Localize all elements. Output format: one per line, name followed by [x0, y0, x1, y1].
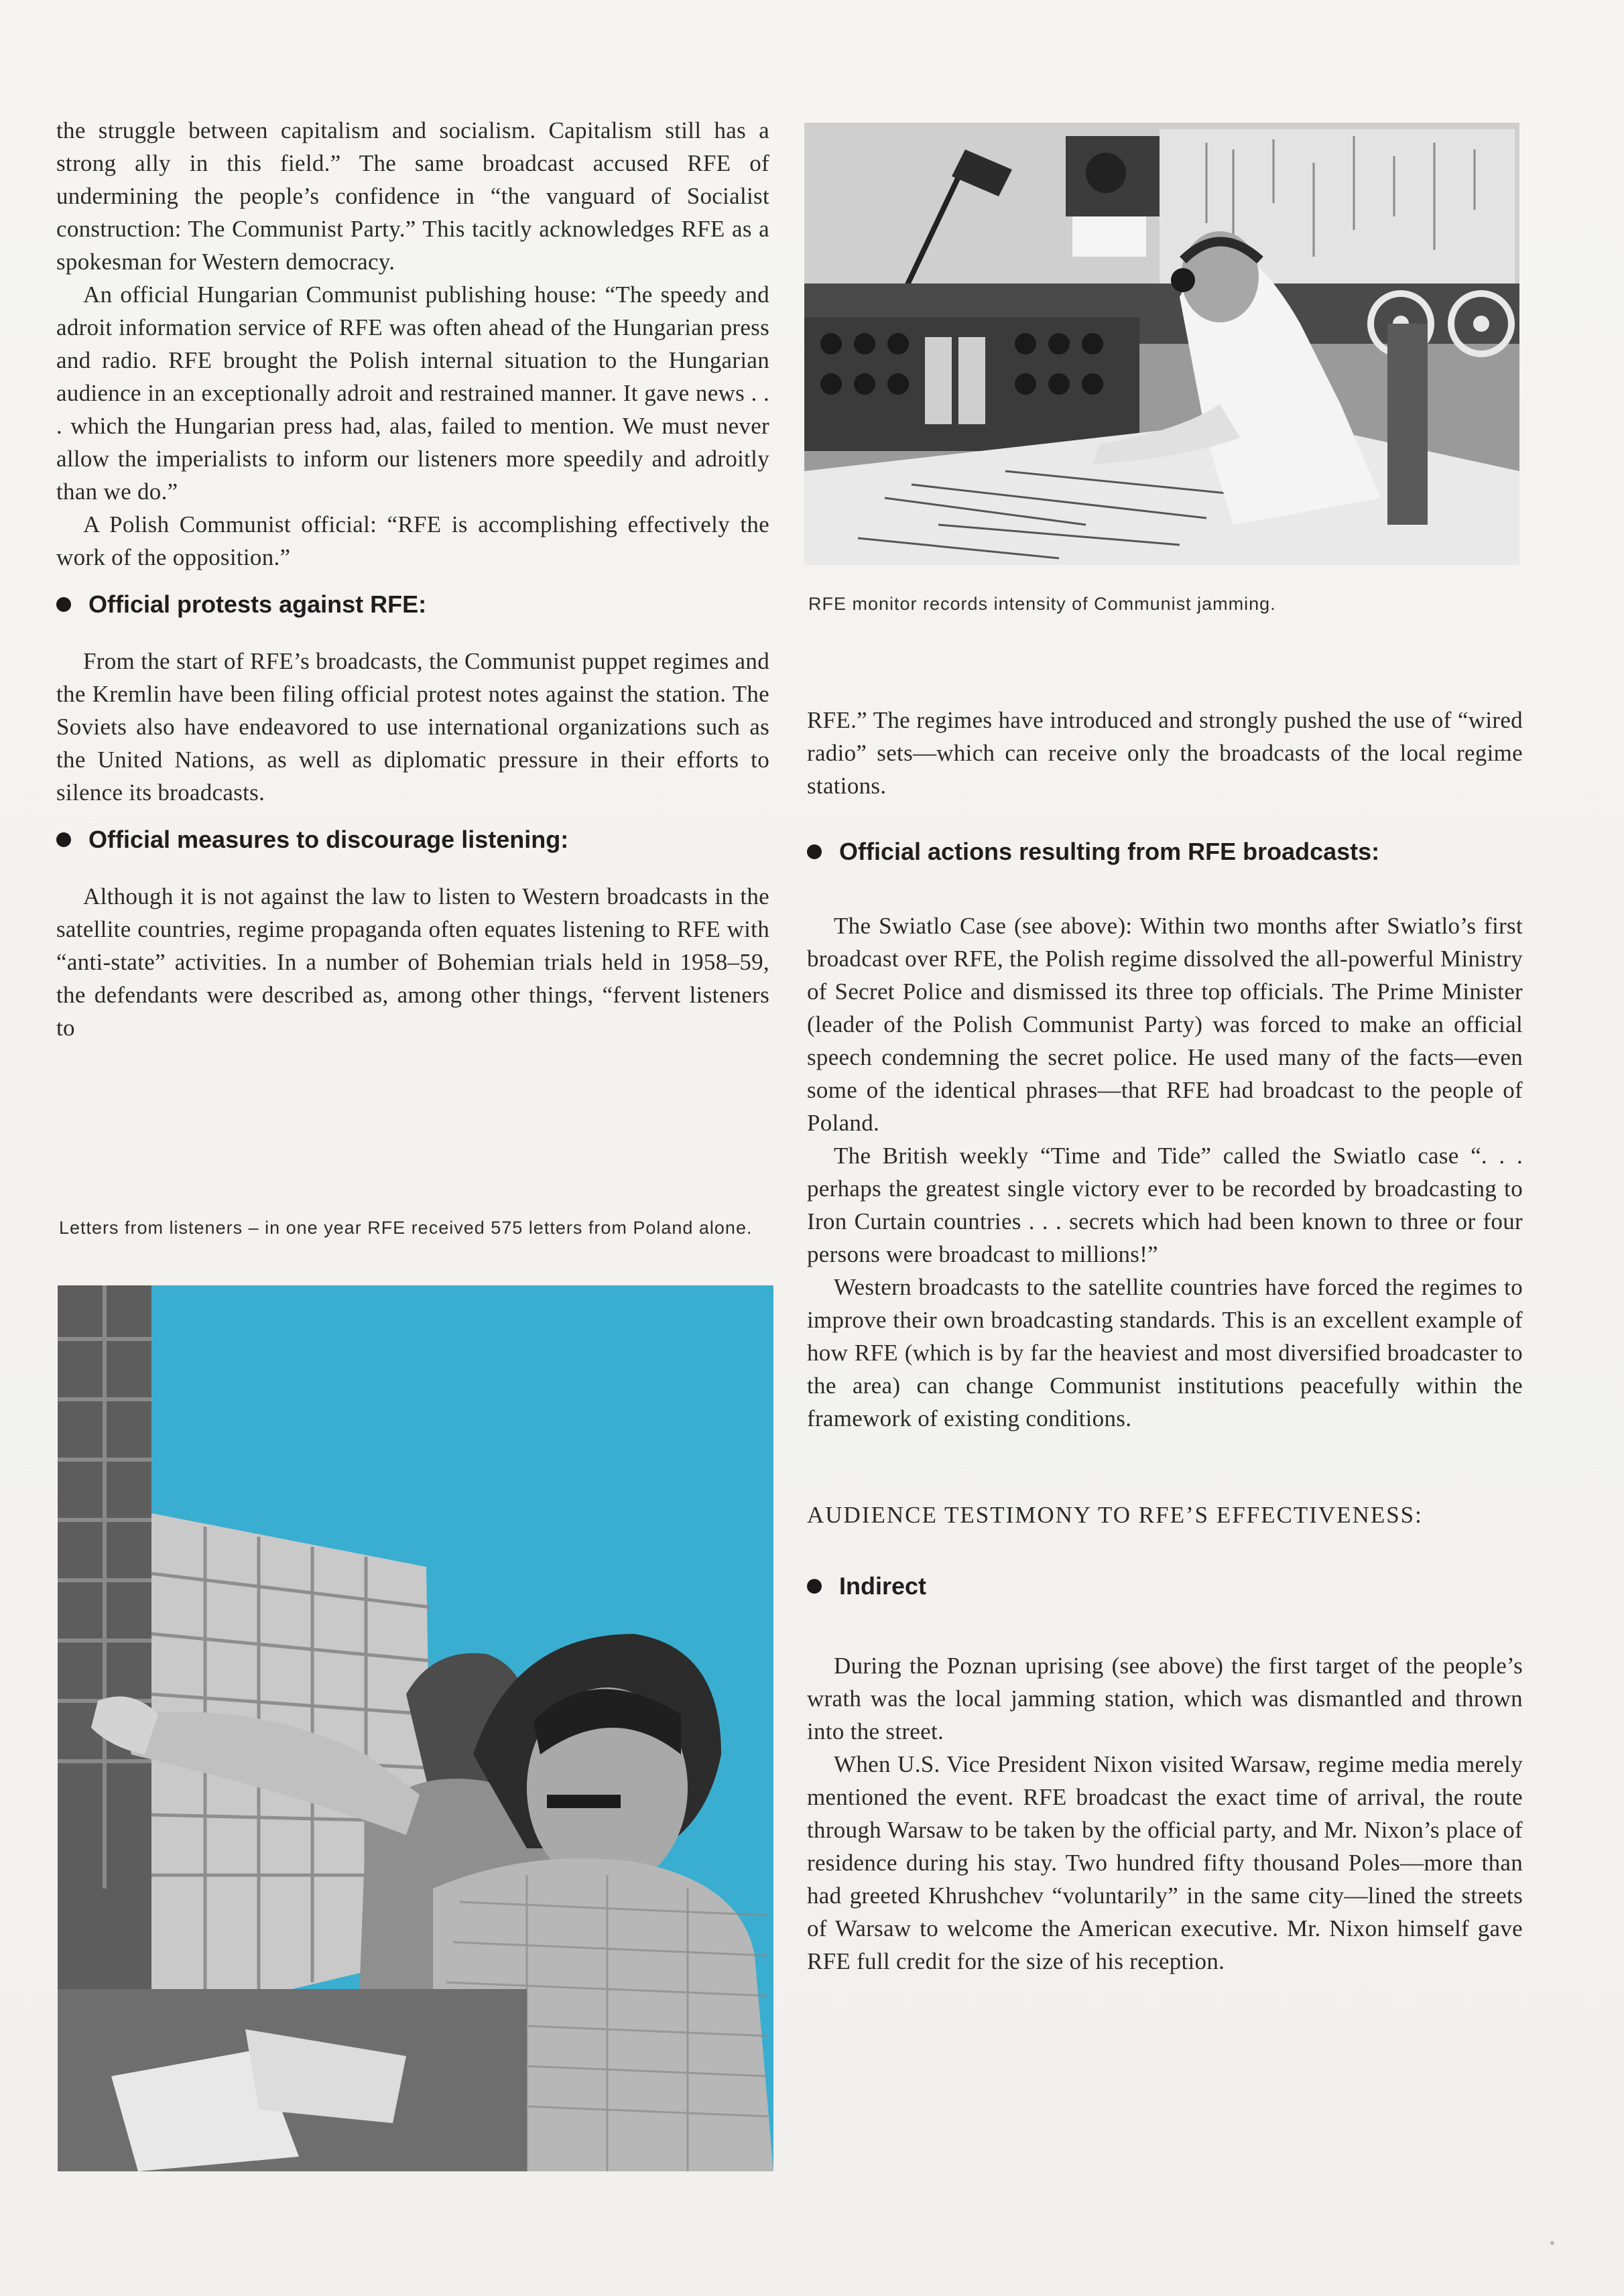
- section-heading: [807, 836, 1523, 868]
- bullet-icon: [807, 844, 822, 859]
- mailroom-photo: [58, 1285, 773, 2171]
- body-paragraph: The British weekly “Time and Tide” called the Swiatlo case “. . . perhaps the greatest single victory ever to be recorded by broadcasting to Iron Curtain countries . . . secrets which had been known to three or four persons were broadcast to millions!”: [807, 1143, 1523, 1267]
- monitor-photo-image: [804, 123, 1519, 565]
- section-heading-label: Indirect: [839, 1572, 927, 1600]
- right-column: [807, 704, 1523, 1978]
- body-paragraph: When U.S. Vice President Nixon visited Warsaw, regime media merely mentioned the event. RFE broadcast the exact time of arrival, the route through Warsaw to be taken by the official party, and Mr. Nixon’s place of residence during his stay. Two hundred fifty thousand Poles—more than had greeted Khrushchev “voluntarily” in the same city—lined the streets of Warsaw to welcome the American executive. Mr. Nixon himself gave RFE full credit for the size of his reception.: [807, 1751, 1523, 1974]
- body-paragraph: Western broadcasts to the satellite countries have forced the regimes to improve their own broadcasting standards. This is an excellent example of how RFE (which is by far the heaviest and most diversified broadcaster to the area) can change Communist institutions peacefully within the framework of existing conditions.: [807, 1274, 1523, 1431]
- section-heading-label: Official measures to discourage listening:: [88, 826, 569, 853]
- body-paragraph: RFE.” The regimes have introduced and strongly pushed the use of “wired radio” sets—which can receive only the broadcasts of the local regime stations.: [807, 707, 1523, 799]
- body-paragraph: Although it is not against the law to listen to Western broadcasts in the satellite countries, regime propaganda often equates listening to RFE with “anti-state” activities. In a number of Bohemian trials held in 1958–59, the defendants were described as, among other things, “fervent listeners to: [56, 883, 769, 1041]
- section-title: AUDIENCE TESTIMONY TO RFE’S EFFECTIVENESS:: [807, 1502, 1423, 1528]
- section-heading-label: Official protests against RFE:: [88, 590, 427, 618]
- mailroom-photo-image: [58, 1285, 773, 2171]
- bullet-icon: [807, 1579, 822, 1594]
- body-paragraph: The Swiatlo Case (see above): Within two months after Swiatlo’s first broadcast over RFE, the Polish regime dissolved the all-powerful Ministry of Secret Police and dismissed its three top officials. The Prime Minister (leader of the Polish Communist Party) was forced to make an official speech condemning the secret police. He used many of the facts—even some of the identical phrases—that RFE had broadcast to the people of Poland.: [807, 913, 1523, 1136]
- bullet-icon: [56, 597, 71, 612]
- body-paragraph: the struggle between capitalism and socialism. Capitalism still has a strong ally in this field.” The same broadcast accused RFE of undermining the people’s confidence in “the vanguard of Socialist construction: The Communist Party.” This tacitly acknowledges RFE as a spokesman for Western democracy.: [56, 117, 769, 275]
- body-paragraph: From the start of RFE’s broadcasts, the Communist puppet regimes and the Kremlin have been filing official protest notes against the station. The Soviets also have endeavored to use international organizations such as the United Nations, as well as diplomatic pressure in their efforts to silence its broadcasts.: [56, 648, 769, 806]
- left-column: [56, 114, 769, 1044]
- section-heading: [56, 824, 769, 856]
- bullet-icon: [56, 832, 71, 847]
- body-paragraph: An official Hungarian Communist publishing house: “The speedy and adroit information service of RFE was often ahead of the Hungarian press and radio. RFE brought the Polish internal situation to the Hungarian audience in an exceptionally adroit and restrained manner. It gave news . . . which the Hungarian press had, alas, failed to mention. We must never allow the imperialists to inform our listeners more speedily and adroitly than we do.”: [56, 281, 769, 505]
- body-paragraph: A Polish Communist official: “RFE is accomplishing effectively the work of the opposition.”: [56, 511, 769, 570]
- section-heading: [807, 1570, 1523, 1602]
- paper-speck: [1550, 2241, 1554, 2245]
- body-paragraph: During the Poznan uprising (see above) the first target of the people’s wrath was the local jamming station, which was dismantled and thrown into the street.: [807, 1653, 1523, 1744]
- section-heading-label: Official actions resulting from RFE broadcasts:: [839, 838, 1380, 865]
- photo-caption: Letters from listeners – in one year RFE received 575 letters from Poland alone.: [59, 1218, 753, 1238]
- photo-caption: RFE monitor records intensity of Communist jamming.: [808, 594, 1276, 614]
- section-heading: [56, 588, 769, 621]
- monitor-photo: [804, 123, 1519, 565]
